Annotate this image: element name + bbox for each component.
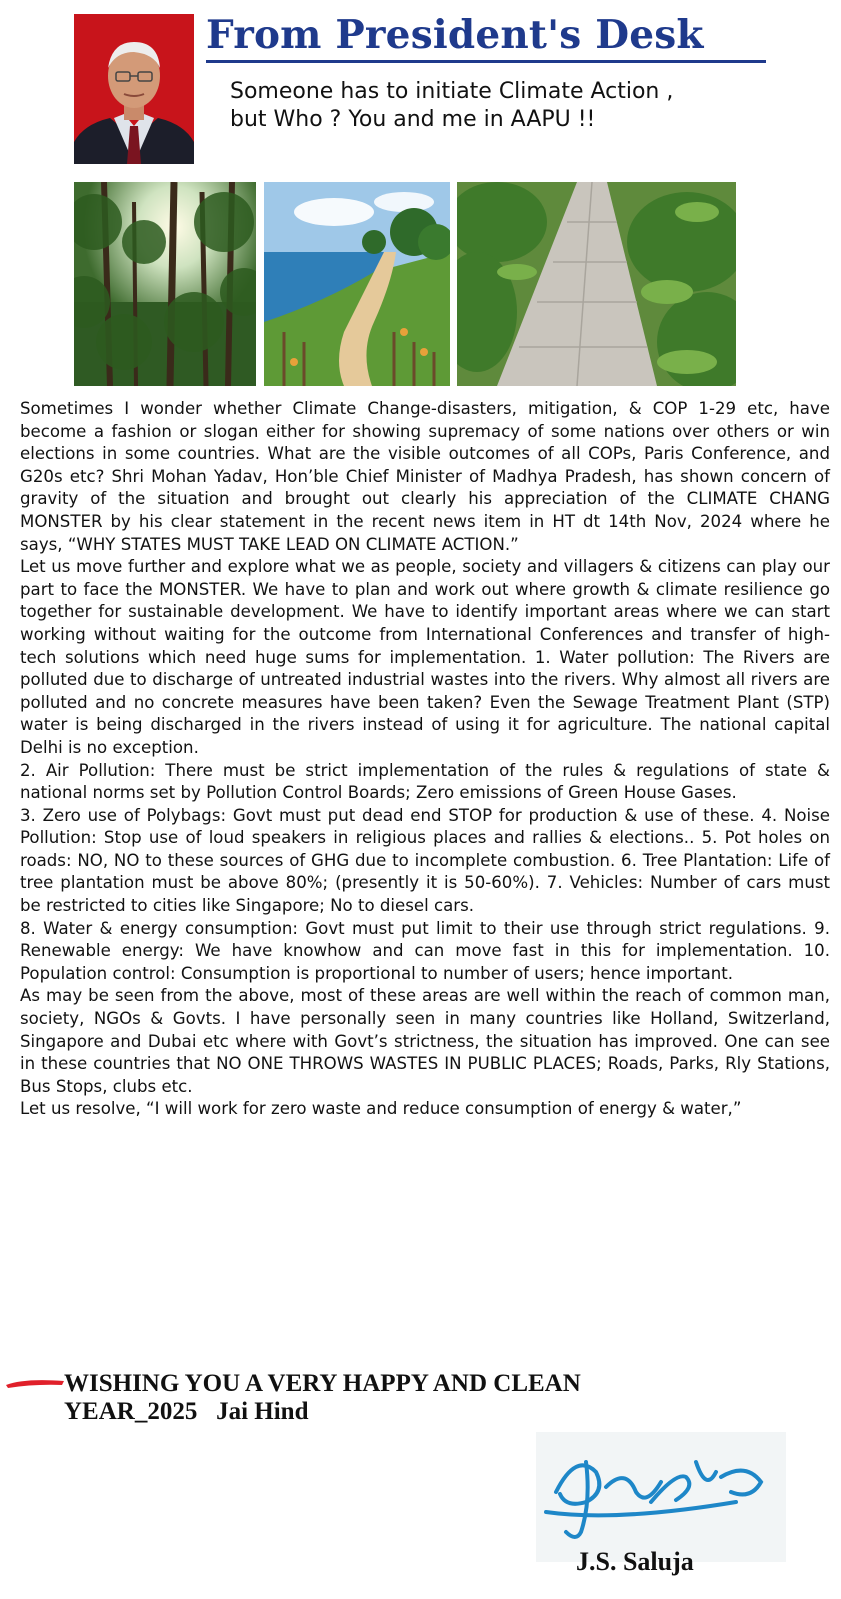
article-body: [20, 398, 830, 1121]
page-title: From President's Desk: [206, 12, 766, 63]
article-paragraph: 8. Water & energy consumption: Govt must put limit to their use through strict regulations. 9. Renewable energy: We have knowhow and can move fast in this for implementation. 10. Population control: Consumption is proportional to number of users; hence important.: [20, 918, 830, 983]
president-portrait-photo: [74, 14, 194, 164]
article-paragraph: 2. Air Pollution: There must be strict implementation of the rules & regulations of state & national norms set by Pollution Control Boards; Zero emissions of Green House Gases.: [20, 760, 830, 803]
signer-name: J.S. Saluja: [576, 1547, 694, 1576]
handwritten-signature: [536, 1432, 786, 1562]
subtitle-line: but Who ? You and me in AAPU !!: [230, 107, 596, 132]
subtitle-line: Someone has to initiate Climate Action ,: [230, 79, 674, 104]
article-paragraph: As may be seen from the above, most of these areas are well within the reach of common man, society, NGOs & Govts. I have personally seen in many countries like Holland, Switzerland, Singapore and Dubai etc where with Govt’s strictness, the situation has improved. One can see in these countries that NO ONE THROWS WASTES IN PUBLIC PLACES; Roads, Parks, Rly Stations, Bus Stops, clubs etc.: [20, 986, 830, 1096]
article-paragraph: Sometimes I wonder whether Climate Change-disasters, mitigation, & COP 1-29 etc, have become a fashion or slogan either for showing supremacy of some nations over others or win elections in some countries. What are the visible outcomes of all COPs, Paris Conference, and G20s etc? Shri Mohan Yadav, Hon’ble Chief Minister of Madhya Pradesh, has shown concern of gravity of the situation and brought out clearly his appreciation of the CLIMATE CHANG MONSTER by his clear statement in the recent news item in HT dt 14th Nov, 2024 where he says, “WHY STATES MUST TAKE LEAD ON CLIMATE ACTION.”: [20, 399, 830, 554]
garden-walkway-photo: [457, 182, 736, 386]
closing-line: WISHING YOU A VERY HAPPY AND CLEAN: [64, 1370, 581, 1397]
closing-line: YEAR_2025 Jai Hind: [64, 1398, 309, 1425]
article-paragraph: Let us move further and explore what we as people, society and villagers & citizens can play our part to face the MONSTER. We have to plan and work out where growth & climate resilience go together for sustainable development. We have to identify important areas where we can start working without waiting for the outcome from International Conferences and transfer of high-tech solutions which need huge sums for implementation. 1. Water pollution: The Rivers are polluted due to discharge of untreated industrial wastes into the rivers. Why almost all rivers are polluted and no concrete measures have been taken? Even the Sewage Treatment Plant (STP) water is being discharged in the rivers instead of using it for agriculture. The national capital Delhi is no exception.: [20, 557, 830, 757]
article-paragraph: 3. Zero use of Polybags: Govt must put dead end STOP for production & use of these. 4. Noise Pollution: Stop use of loud speakers in religious places and rallies & elections.. 5. Pot holes on roads: NO, NO to these sources of GHG due to incomplete combustion. 6. Tree Plantation: Life of tree plantation must be above 80%; (presently it is 50-60%). 7. Vehicles: Number of cars must be restricted to cities like Singapore; No to diesel cars.: [20, 805, 830, 916]
article-paragraph: Let us resolve, “I will work for zero waste and reduce consumption of energy & water,”: [20, 1099, 742, 1119]
red-swoosh-icon: [4, 1376, 66, 1388]
coastal-path-photo: [264, 182, 450, 386]
subtitle: [230, 78, 770, 134]
forest-photo: [74, 182, 256, 386]
closing-wish: [64, 1370, 764, 1426]
